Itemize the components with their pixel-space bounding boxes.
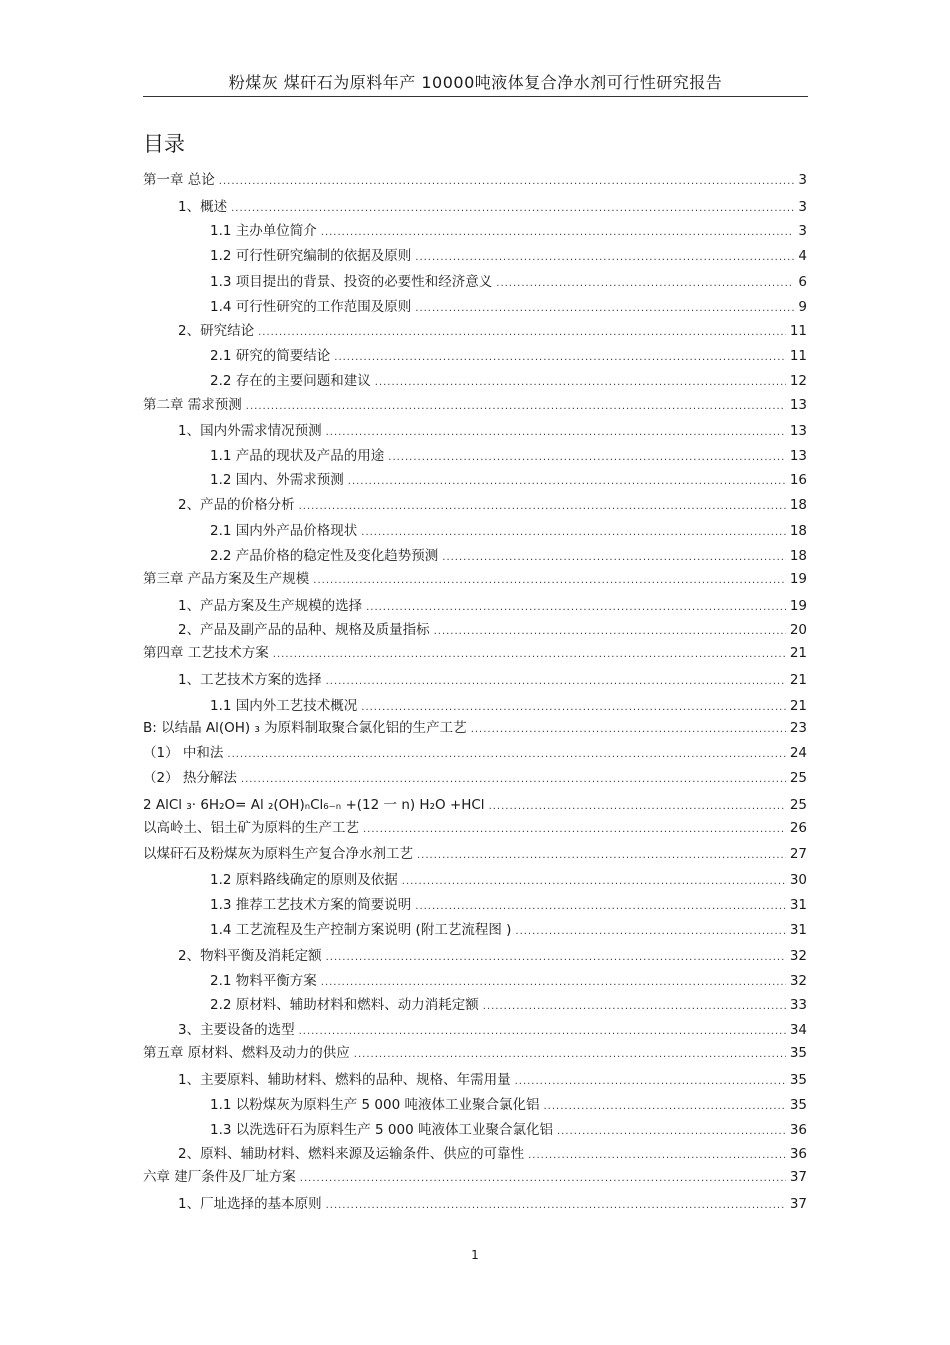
toc-entry-page: 37 xyxy=(789,1196,807,1212)
toc-entry-label: 2.2 存在的主要问题和建议 xyxy=(210,373,371,389)
toc-entry-page: 32 xyxy=(789,973,807,989)
toc-entry-label: 1.3 推荐工艺技术方案的简要说明 xyxy=(210,897,412,913)
toc-entry-page: 13 xyxy=(789,448,807,464)
toc-entry xyxy=(210,272,807,292)
toc-leader-dots xyxy=(313,571,786,591)
toc-entry xyxy=(178,197,807,217)
toc-entry-label: 1.2 国内、外需求预测 xyxy=(210,472,344,488)
toc-entry-page: 33 xyxy=(789,997,807,1013)
toc-entry-page: 35 xyxy=(789,1045,807,1061)
header-divider xyxy=(143,96,808,97)
toc-entry-label: 2、物料平衡及消耗定额 xyxy=(178,948,322,964)
toc-entry-page: 12 xyxy=(789,373,807,389)
toc-entry-label: 2、产品及副产品的品种、规格及质量指标 xyxy=(178,622,430,638)
toc-entry xyxy=(143,795,807,815)
toc-leader-dots xyxy=(231,199,794,219)
toc-entry-label: 1、国内外需求情况预测 xyxy=(178,423,322,439)
toc-entry-label: 1、主要原料、辅助材料、燃料的品种、规格、年需用量 xyxy=(178,1072,511,1088)
toc-entry xyxy=(210,1095,807,1115)
toc-leader-dots xyxy=(321,223,795,243)
toc-entry-page: 19 xyxy=(789,598,807,614)
toc-entry-page: 25 xyxy=(789,797,807,813)
toc-leader-dots xyxy=(471,720,786,740)
toc-leader-dots xyxy=(246,397,786,417)
toc-entry-label: 六章 建厂条件及厂址方案 xyxy=(143,1169,296,1185)
toc-leader-dots xyxy=(227,745,785,765)
toc-entry-label: 2、研究结论 xyxy=(178,323,255,339)
toc-entry xyxy=(178,670,807,690)
toc-leader-dots xyxy=(361,698,786,718)
toc-entry-page: 18 xyxy=(789,497,807,513)
toc-leader-dots xyxy=(299,1022,786,1042)
toc-leader-dots xyxy=(528,1146,786,1166)
toc-entry-label: 2、原料、辅助材料、燃料来源及运输条件、供应的可靠性 xyxy=(178,1146,525,1162)
toc-leader-dots xyxy=(544,1097,786,1117)
toc-entry-label: 3、主要设备的选型 xyxy=(178,1022,295,1038)
toc-entry-page: 30 xyxy=(789,872,807,888)
page-header-title: 粉煤灰 煤矸石为原料年产 10000吨液体复合净水剂可行性研究报告 xyxy=(228,73,723,92)
toc-entry-page: 13 xyxy=(789,397,807,413)
toc-entry xyxy=(210,246,807,266)
toc-entry-page: 11 xyxy=(789,323,807,339)
toc-entry-label: 第五章 原材料、燃料及动力的供应 xyxy=(143,1045,350,1061)
toc-entry-page: 35 xyxy=(789,1072,807,1088)
toc-entry-label: 2.1 国内外产品价格现状 xyxy=(210,523,358,539)
toc-leader-dots xyxy=(348,472,786,492)
toc-entry xyxy=(143,170,807,190)
toc-leader-dots xyxy=(326,672,786,692)
toc-entry-label: 1.3 项目提出的背景、投资的必要性和经济意义 xyxy=(210,274,493,290)
toc-entry xyxy=(210,297,807,317)
toc-entry-page: 27 xyxy=(789,846,807,862)
toc-entry-label: 1、厂址选择的基本原则 xyxy=(178,1196,322,1212)
toc-entry-label: 1.1 主办单位简介 xyxy=(210,223,317,239)
toc-entry-label: 第二章 需求预测 xyxy=(143,397,242,413)
toc-leader-dots xyxy=(388,448,786,468)
toc-entry xyxy=(210,870,807,890)
toc-leader-dots xyxy=(273,645,786,665)
toc-leader-dots xyxy=(489,797,786,817)
toc-entry-label: 2、产品的价格分析 xyxy=(178,497,295,513)
toc-entry xyxy=(178,620,807,640)
toc-entry xyxy=(210,971,807,991)
toc-entry-label: 1.3 以洗选矸石为原料生产 5 000 吨液体工业聚合氯化铝 xyxy=(210,1122,553,1138)
toc-entry-page: 31 xyxy=(789,922,807,938)
toc-entry xyxy=(210,895,807,915)
toc-entry-page: 31 xyxy=(789,897,807,913)
toc-entry xyxy=(178,421,807,441)
toc-entry xyxy=(210,470,807,490)
toc-entry xyxy=(143,818,807,838)
toc-entry-page: 20 xyxy=(789,622,807,638)
toc-entry-page: 24 xyxy=(789,745,807,761)
toc-entry xyxy=(178,1144,807,1164)
toc-entry-page: 18 xyxy=(789,523,807,539)
toc-entry-page: 6 xyxy=(798,274,807,290)
toc-leader-dots xyxy=(258,323,786,343)
toc-entry-label: 1.1 国内外工艺技术概况 xyxy=(210,698,358,714)
toc-leader-dots xyxy=(515,922,785,942)
toc-entry xyxy=(210,1120,807,1140)
toc-leader-dots xyxy=(326,1196,786,1216)
toc-entry-page: 21 xyxy=(789,645,807,661)
toc-entry-page: 4 xyxy=(798,248,807,264)
toc-entry-label: 2.2 产品价格的稳定性及变化趋势预测 xyxy=(210,548,439,564)
toc-entry-label: 2.1 研究的简要结论 xyxy=(210,348,331,364)
toc-leader-dots xyxy=(219,172,795,192)
toc-entry-label: 第四章 工艺技术方案 xyxy=(143,645,269,661)
toc-entry-label: 第三章 产品方案及生产规模 xyxy=(143,571,310,587)
toc-entry xyxy=(143,718,807,738)
toc-entry xyxy=(143,1043,807,1063)
toc-entry-label: （2） 热分解法 xyxy=(143,770,237,786)
toc-entry-page: 23 xyxy=(789,720,807,736)
toc-entry-page: 13 xyxy=(789,423,807,439)
toc-entry-label: 1.2 原料路线确定的原则及依据 xyxy=(210,872,398,888)
toc-entry-page: 35 xyxy=(789,1097,807,1113)
toc-entry-page: 3 xyxy=(798,223,807,239)
toc-entry-page: 36 xyxy=(789,1122,807,1138)
toc-entry-page: 36 xyxy=(789,1146,807,1162)
toc-entry-page: 32 xyxy=(789,948,807,964)
toc-entry-page: 25 xyxy=(789,770,807,786)
toc-entry-label: 以高岭土、铝土矿为原料的生产工艺 xyxy=(143,820,359,836)
toc-leader-dots xyxy=(496,274,794,294)
toc-entry-label: 1.4 可行性研究的工作范围及原则 xyxy=(210,299,412,315)
toc-leader-dots xyxy=(515,1072,786,1092)
toc-entry-label: 2 AlCl ₃· 6H₂O= Al ₂(OH)ₙCl₆₋ₙ +(12 一 n) H₂O +HCl xyxy=(143,797,485,813)
page-number: 1 xyxy=(471,1248,479,1262)
toc-leader-dots xyxy=(361,523,786,543)
toc-entry xyxy=(210,221,807,241)
toc-entry-label: 2.2 原材料、辅助材料和燃料、动力消耗定额 xyxy=(210,997,479,1013)
toc-entry xyxy=(178,946,807,966)
toc-entry-label: B: 以结晶 Al(OH) ₃ 为原料制取聚合氯化铝的生产工艺 xyxy=(143,720,467,736)
toc-entry xyxy=(210,995,807,1015)
toc-leader-dots xyxy=(366,598,786,618)
toc-entry xyxy=(178,1070,807,1090)
toc-entry-page: 3 xyxy=(798,199,807,215)
toc-entry-page: 11 xyxy=(789,348,807,364)
toc-entry-page: 26 xyxy=(789,820,807,836)
toc-entry xyxy=(210,696,807,716)
toc-entry-label: 1.1 以粉煤灰为原料生产 5 000 吨液体工业聚合氯化铝 xyxy=(210,1097,540,1113)
toc-entry xyxy=(178,596,807,616)
toc-leader-dots xyxy=(300,1169,786,1189)
toc-leader-dots xyxy=(241,770,786,790)
toc-entry-label: （1） 中和法 xyxy=(143,745,224,761)
toc-leader-dots xyxy=(299,497,786,517)
toc-leader-dots xyxy=(415,897,786,917)
toc-entry xyxy=(178,1020,807,1040)
toc-entry xyxy=(210,446,807,466)
toc-entry-label: 1、工艺技术方案的选择 xyxy=(178,672,322,688)
toc-leader-dots xyxy=(402,872,786,892)
toc-entry xyxy=(210,371,807,391)
toc-entry xyxy=(210,521,807,541)
toc-entry xyxy=(178,495,807,515)
toc-leader-dots xyxy=(557,1122,786,1142)
toc-entry-label: 1.4 工艺流程及生产控制方案说明 (附工艺流程图 ) xyxy=(210,922,512,938)
toc-leader-dots xyxy=(442,548,786,568)
toc-leader-dots xyxy=(483,997,786,1017)
toc-leader-dots xyxy=(326,423,786,443)
toc-leader-dots xyxy=(321,973,786,993)
toc-entry-page: 21 xyxy=(789,698,807,714)
toc-entry-page: 16 xyxy=(789,472,807,488)
toc-leader-dots xyxy=(415,248,794,268)
toc-entry xyxy=(143,743,807,763)
toc-entry xyxy=(178,321,807,341)
toc-entry-page: 21 xyxy=(789,672,807,688)
toc-entry xyxy=(143,844,807,864)
toc-entry xyxy=(210,546,807,566)
toc-entry xyxy=(143,395,807,415)
toc-entry xyxy=(143,1167,807,1187)
toc-entry xyxy=(143,643,807,663)
toc-entry-page: 9 xyxy=(798,299,807,315)
toc-entry xyxy=(210,920,807,940)
toc-leader-dots xyxy=(417,846,786,866)
toc-entry-label: 1.2 可行性研究编制的依据及原则 xyxy=(210,248,412,264)
toc-leader-dots xyxy=(375,373,786,393)
toc-leader-dots xyxy=(434,622,786,642)
toc-leader-dots xyxy=(334,348,786,368)
toc-entry-label: 2.1 物料平衡方案 xyxy=(210,973,317,989)
toc-title: 目录 xyxy=(143,132,185,156)
toc-entry xyxy=(143,768,807,788)
toc-entry xyxy=(178,1194,807,1214)
toc-entry-page: 19 xyxy=(789,571,807,587)
toc-entry-label: 1.1 产品的现状及产品的用途 xyxy=(210,448,385,464)
toc-leader-dots xyxy=(415,299,794,319)
toc-entry-page: 34 xyxy=(789,1022,807,1038)
toc-entry-label: 1、产品方案及生产规模的选择 xyxy=(178,598,363,614)
toc-entry-page: 18 xyxy=(789,548,807,564)
toc-entry-label: 第一章 总论 xyxy=(143,172,215,188)
toc-leader-dots xyxy=(354,1045,786,1065)
toc-entry-label: 1、概述 xyxy=(178,199,228,215)
toc-leader-dots xyxy=(326,948,786,968)
toc-leader-dots xyxy=(363,820,786,840)
toc-entry-label: 以煤矸石及粉煤灰为原料生产复合净水剂工艺 xyxy=(143,846,413,862)
toc-entry-page: 37 xyxy=(789,1169,807,1185)
toc-entry-page: 3 xyxy=(798,172,807,188)
toc-entry xyxy=(143,569,807,589)
toc-entry xyxy=(210,346,807,366)
